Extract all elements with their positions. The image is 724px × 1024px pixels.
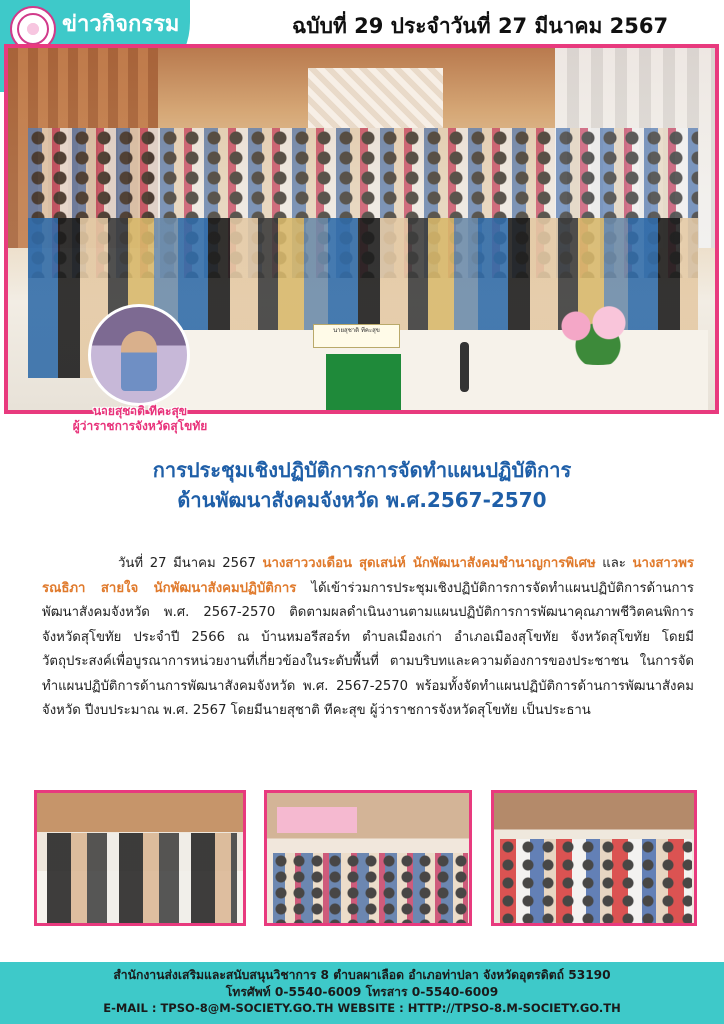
footer-address: สำนักงานส่งเสริมและสนับสนุนวิชาการ 8 ตำบลผาเลือด อำเภอท่าปลา จังหวัดอุตรดิตถ์ 53190 [113, 968, 611, 982]
activity-photo-3 [491, 790, 697, 926]
caption-position: ผู้ว่าราชการจังหวัดสุโขทัย [72, 419, 208, 433]
body-text-3: ได้เข้าร่วมการประชุมเชิงปฏิบัติการการจัดทำแผนปฏิบัติการด้านการพัฒนาสังคมจังหวัด พ.ศ. 2567-2570 ติดตามผลดำเนินงานตามแผนปฏิบัติการการพัฒนาคุณภาพชีวิตคนพิการจังหวัดสุโขทัย ประจำปี 2566 ณ บ้านหมอรีสอร์ท ตำบลเมืองเก่า อำเภอเมืองสุโขทัย จังหวัดสุโขทัย โดยมีวัตถุประสงค์เพื่อบูรณาการหน่วยงานที่เกี่ยวข้องในระดับพื้นที่ ตามบริบทและความต้องการของประชาชน ในการจัดทำแผนปฏิบัติการด้านการพัฒนาสังคมจังหวัด พ.ศ. 2567-2570 พร้อมทั้งจัดทำแผนปฏิบัติการด้านการพัฒนาสังคมจังหวัด ปีงบประมาณ พ.ศ. 2567 โดยมีนายสุชาติ ทีคะสุข ผู้ว่าราชการจังหวัดสุโขทัย เป็นประธาน [42, 580, 695, 718]
highlight-name-1: นางสาววงเดือน สุดเสน่ห์ นักพัฒนาสังคมชำนาญการพิเศษ [262, 556, 596, 571]
activity-photo-1 [34, 790, 246, 926]
activity-photo-2 [264, 790, 472, 926]
footer-contact: E-MAIL : TPSO-8@M-SOCIETY.GO.TH WEBSITE : HTTP://TPSO-8.M-SOCIETY.GO.TH [103, 1001, 621, 1015]
body-text-1: วันที่ 27 มีนาคม 2567 [118, 556, 263, 571]
body-text-2: และ [595, 556, 633, 571]
issue-date: ฉบับที่ 29 ประจำวันที่ 27 มีนาคม 2567 [292, 14, 669, 38]
footer [0, 962, 724, 1024]
inset-caption [60, 404, 220, 434]
headline-line2: ด้านพัฒนาสังคมจังหวัด พ.ศ.2567-2570 [177, 488, 547, 512]
flower-arrangement [543, 300, 653, 365]
article-body [42, 552, 694, 724]
footer-phone: โทรศัพท์ 0-5540-6009 โทรสาร 0-5540-6009 [225, 985, 499, 999]
wall-decoration [308, 68, 443, 128]
governor-inset-photo [88, 304, 190, 406]
nameplate: นายสุชาติ ทีคะสุข [313, 324, 400, 348]
main-group-photo [4, 44, 719, 433]
brand-title: ข่าวกิจกรรม [62, 12, 180, 37]
green-folder [326, 354, 401, 410]
highlight-name-2: นางสาวพรรณธิภา สายใจ นักพัฒนาสังคมปฏิบัติการ [42, 556, 694, 596]
headline-line1: การประชุมเชิงปฏิบัติการการจัดทำแผนปฏิบัติการ [152, 458, 572, 482]
microphone-icon [460, 342, 469, 392]
caption-name: นายสุชาติ ทีคะสุข [92, 404, 188, 418]
